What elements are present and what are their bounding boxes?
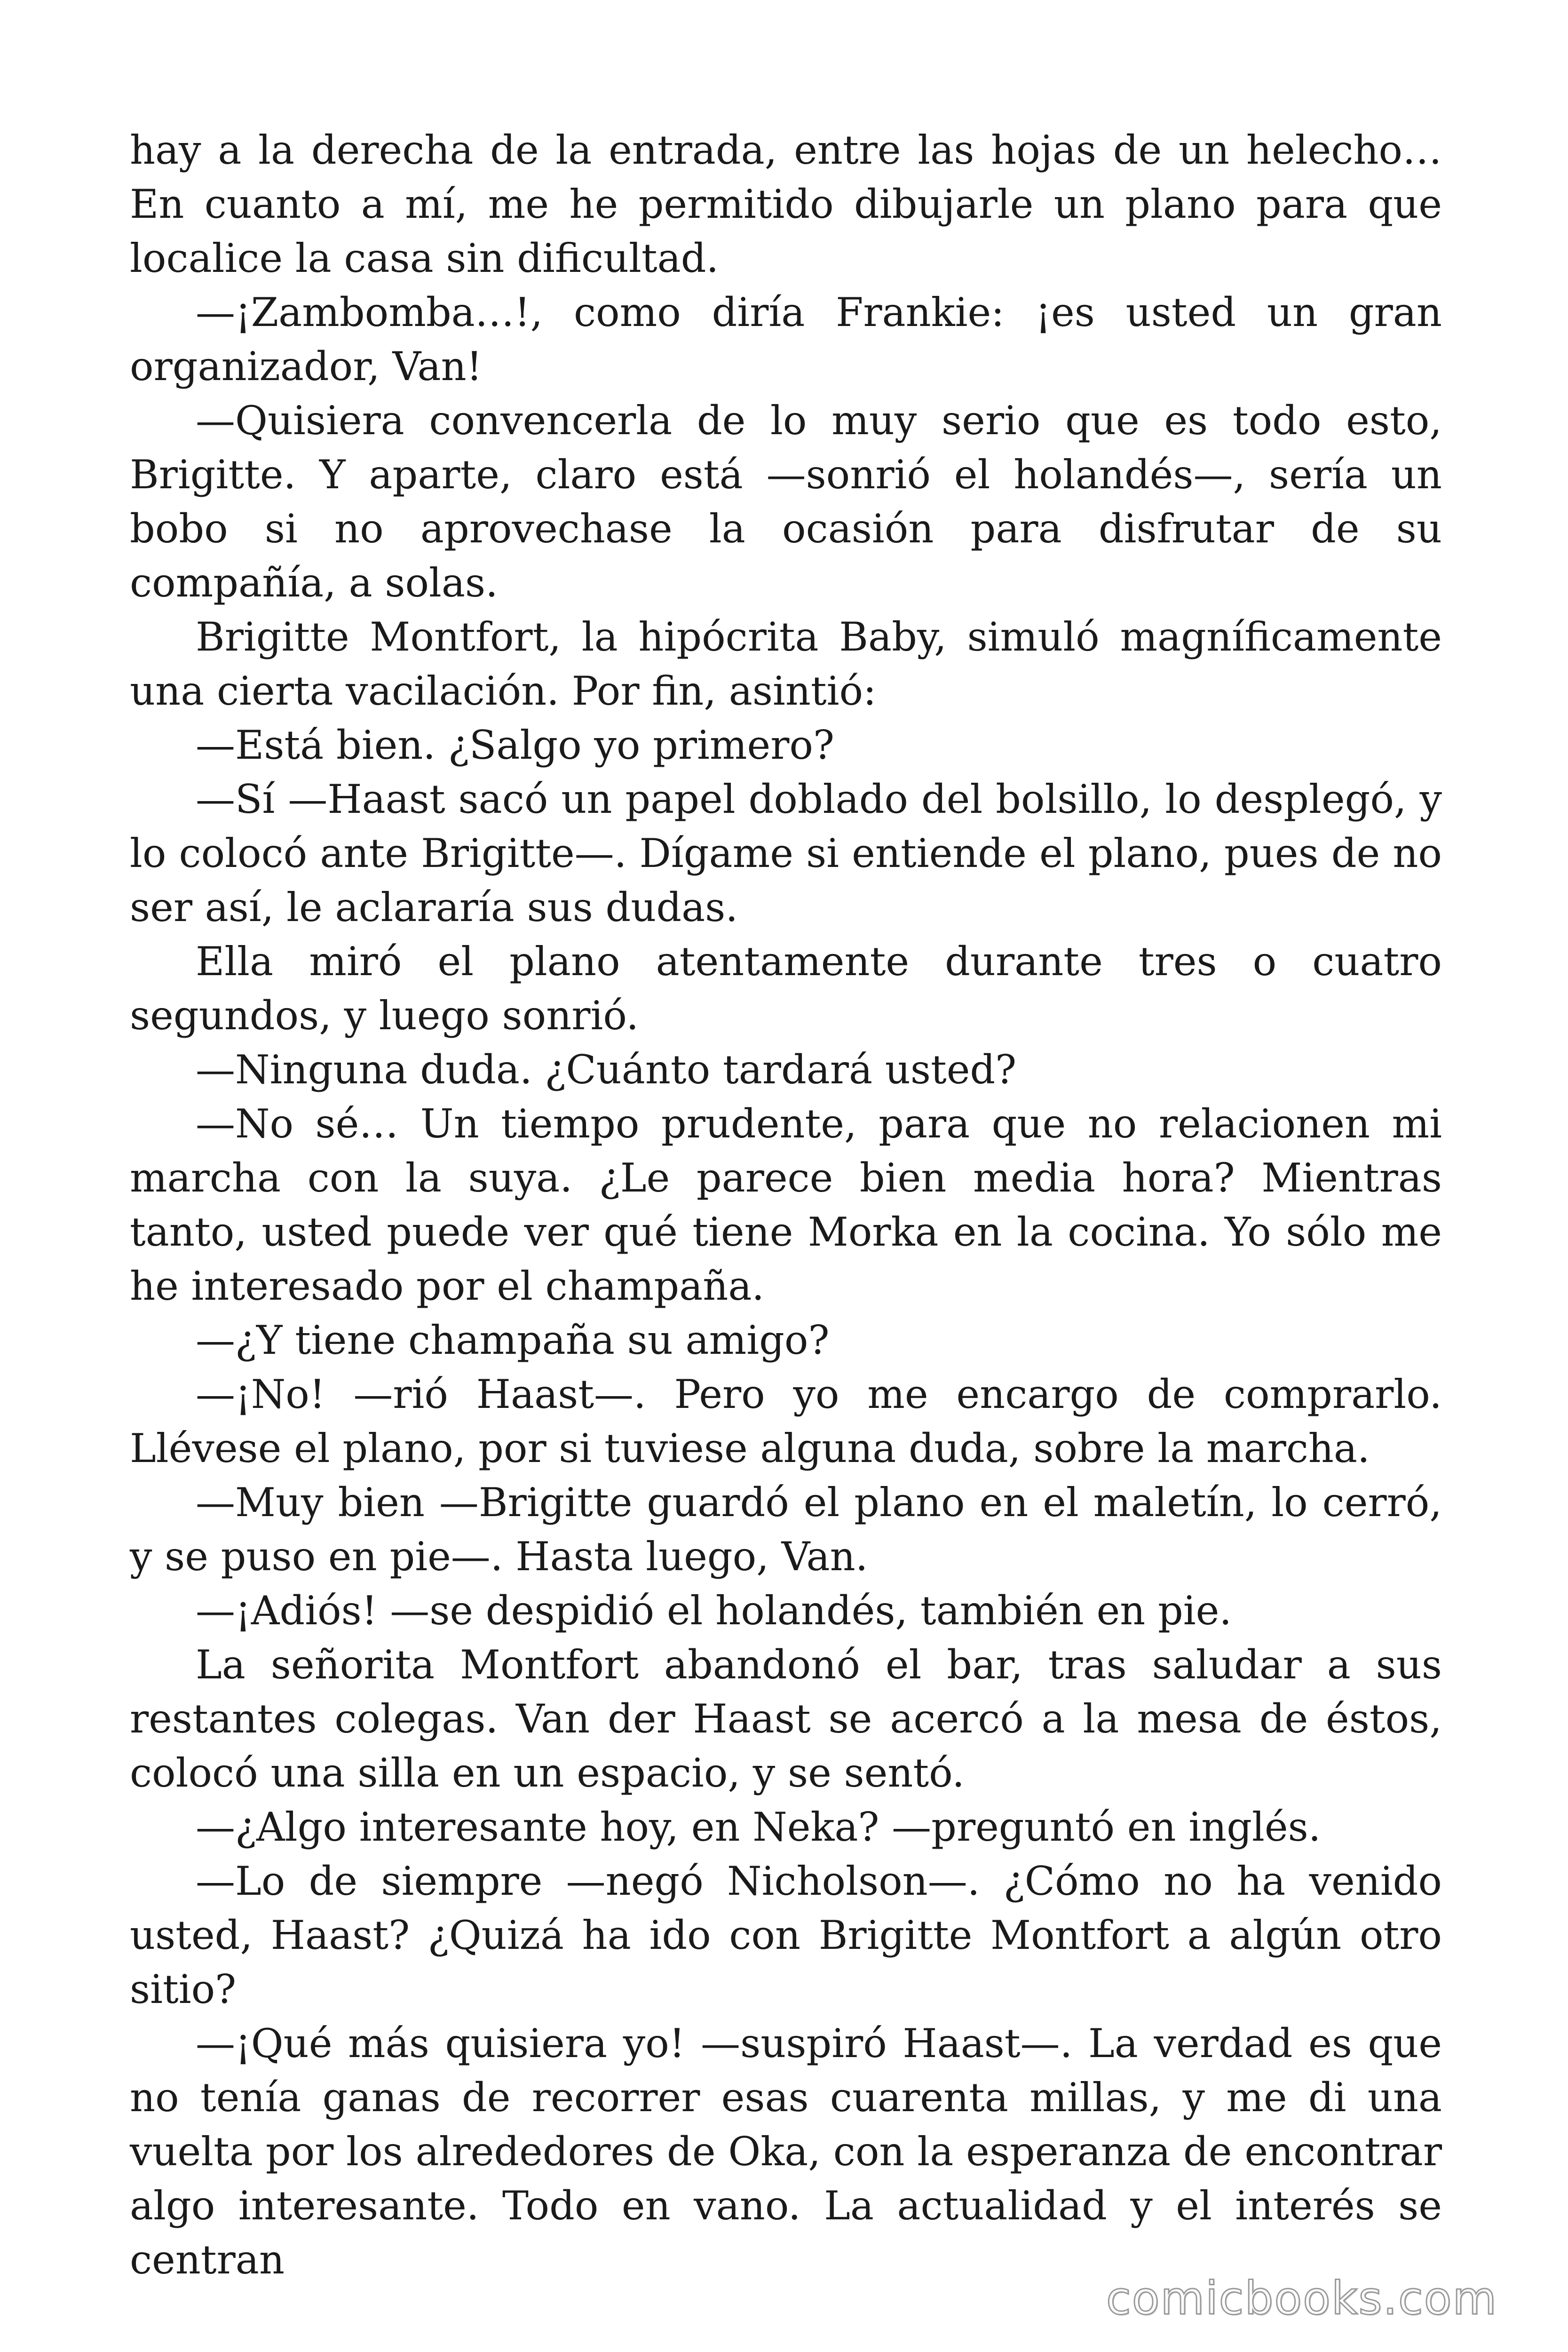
paragraph-10: —¿Y tiene champaña su amigo? (196, 1317, 830, 1363)
body-text (130, 123, 1442, 2287)
paragraph-15: —¿Algo interesante hoy, en Neka? —preguntó en inglés. (196, 1804, 1321, 1850)
paragraph-4: Brigitte Montfort, la hipócrita Baby, simuló magníficamente una cierta vacilación. Por fin, asintió: (130, 614, 1442, 714)
paragraph-5: —Está bien. ¿Salgo yo primero? (196, 722, 835, 768)
paragraph-16: —Lo de siempre —negó Nicholson—. ¿Cómo no ha venido usted, Haast? ¿Quizá ha ido con Brigitte Montfort a algún otro sitio? (130, 1858, 1442, 2012)
paragraph-8: —Ninguna duda. ¿Cuánto tardará usted? (196, 1047, 1017, 1093)
paragraph-9: —No sé… Un tiempo prudente, para que no relacionen mi marcha con la suya. ¿Le parece bien media hora? Mientras tanto, usted puede ver qué tiene Morka en la cocina. Yo sólo me he interesado por el champaña. (130, 1101, 1442, 1309)
paragraph-17: —¡Qué más quisiera yo! —suspiró Haast—. La verdad es que no tenía ganas de recorrer esas cuarenta millas, y me di una vuelta por los alrededores de Oka, con la esperanza de encontrar algo interesante. Todo en vano. La actualidad y el interés se centran (130, 2020, 1442, 2283)
paragraph-6: —Sí —Haast sacó un papel doblado del bolsillo, lo desplegó, y lo colocó ante Brigitte—. Dígame si entiende el plano, pues de no ser así, le aclararía sus dudas. (130, 776, 1442, 930)
paragraph-13: —¡Adiós! —se despidió el holandés, también en pie. (196, 1588, 1232, 1634)
paragraph-12: —Muy bien —Brigitte guardó el plano en el maletín, lo cerró, y se puso en pie—. Hasta luego, Van. (130, 1479, 1442, 1580)
paragraph-2: —¡Zambomba…!, como diría Frankie: ¡es usted un gran organizador, Van! (130, 289, 1442, 389)
paragraph-14: La señorita Montfort abandonó el bar, tras saludar a sus restantes colegas. Van der Haast se acercó a la mesa de éstos, colocó una silla en un espacio, y se sentó. (130, 1642, 1442, 1796)
paragraph-7: Ella miró el plano atentamente durante tres o cuatro segundos, y luego sonrió. (130, 938, 1442, 1039)
watermark: comicbooks.com (1106, 2272, 1497, 2325)
paragraph-11: —¡No! —rió Haast—. Pero yo me encargo de comprarlo. Llévese el plano, por si tuviese alguna duda, sobre la marcha. (130, 1371, 1442, 1471)
paragraph-3: —Quisiera convencerla de lo muy serio que es todo esto, Brigitte. Y aparte, claro está —sonrió el holandés—, sería un bobo si no aprovechase la ocasión para disfrutar de su compañía, a solas. (130, 397, 1442, 606)
paragraph-1: hay a la derecha de la entrada, entre las hojas de un helecho… En cuanto a mí, me he permitido dibujarle un plano para que localice la casa sin dificultad. (130, 127, 1442, 281)
